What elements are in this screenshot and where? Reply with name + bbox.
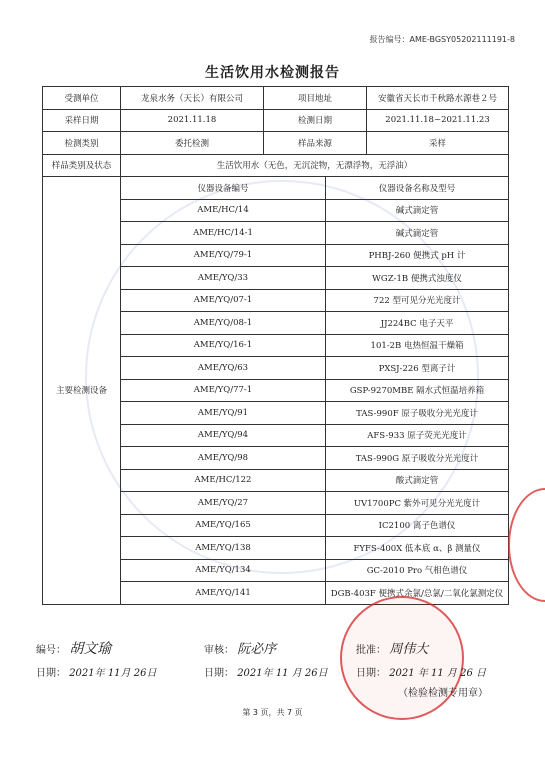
equipment-name: 酸式滴定管 [326,469,509,492]
equipment-number: AME/YQ/141 [121,582,326,605]
equipment-name: PHBJ-260 便携式 pH 计 [326,244,509,267]
equipment-number: AME/YQ/16-1 [121,334,326,357]
address-label: 项目地址 [264,87,367,110]
table-row [43,154,509,177]
equipment-name: DGB-403F 便携式余氯/总氯/二氧化氯测定仪 [326,582,509,605]
prepared-signature: 胡文瑜 [69,641,112,657]
report-table [42,86,509,605]
reviewed-by [204,638,276,657]
equipment-number: AME/YQ/138 [121,537,326,560]
prepared-date-label: 日期： [36,668,66,679]
equipment-number: AME/YQ/33 [121,267,326,290]
equipment-number: AME/YQ/08-1 [121,312,326,335]
sampling-date-value: 2021.11.18 [121,109,264,132]
inspection-seal-stamp [340,596,464,720]
equipment-number: AME/HC/122 [121,469,326,492]
source-label: 样品来源 [264,132,367,155]
equipment-name: JJ224BC 电子天平 [326,312,509,335]
stamp-note: （检验检测专用章） [398,688,488,699]
equipment-number: AME/YQ/94 [121,424,326,447]
equipment-number: AME/YQ/165 [121,514,326,537]
prepared-label: 编号： [36,645,66,656]
approved-by [356,638,428,657]
source-value: 采样 [367,132,509,155]
category-value: 委托检测 [121,132,264,155]
equipment-section-label: 主要检测设备 [43,177,121,605]
equipment-number: AME/YQ/91 [121,402,326,425]
equipment-name: PXSJ-226 型离子计 [326,357,509,380]
equipment-name: GC-2010 Pro 气相色谱仪 [326,559,509,582]
equipment-name: AFS-933 原子荧光光度计 [326,424,509,447]
equipment-number: AME/YQ/27 [121,492,326,515]
sampling-date-label: 采样日期 [43,109,121,132]
equipment-name: UV1700PC 紫外可见分光光度计 [326,492,509,515]
report-title: 生活饮用水检测报告 [205,65,340,81]
test-date-value: 2021.11.18~2021.11.23 [367,109,509,132]
approved-date-label: 日期： [356,668,386,679]
equipment-name: 101-2B 电热恒温干燥箱 [326,334,509,357]
table-row [43,177,509,200]
prepared-date [36,664,156,679]
page-number: 第 3 页，共 7 页 [242,708,303,717]
address-value: 安徽省天长市千秋路水源巷２号 [367,87,509,110]
equipment-name: WGZ-1B 便携式浊度仪 [326,267,509,290]
report-number: 报告编号：AME-BGSY05202111191-8 [369,35,515,44]
equipment-name: TAS-990F 原子吸收分光光度计 [326,402,509,425]
approved-label: 批准： [356,645,386,656]
equipment-name: FYFS-400X 低本底 α、β 测量仪 [326,537,509,560]
sample-value: 生活饮用水（无色，无沉淀物，无漂浮物，无浮油） [121,154,509,177]
equipment-col-number: 仪器设备编号 [121,177,326,200]
reviewed-label: 审核： [204,645,234,656]
equipment-name: IC2100 离子色谱仪 [326,514,509,537]
sample-label: 样品类别及状态 [43,154,121,177]
approved-date-value: 2021 年 11 月 26 日 [389,668,486,679]
table-row [43,87,509,110]
equipment-name: TAS-990G 原子吸收分光光度计 [326,447,509,470]
unit-value: 龙泉水务（天长）有限公司 [121,87,264,110]
equipment-number: AME/HC/14-1 [121,222,326,245]
equipment-number: AME/YQ/79-1 [121,244,326,267]
equipment-name: 碱式滴定管 [326,199,509,222]
equipment-number: AME/YQ/98 [121,447,326,470]
equipment-name: 722 型可见分光光度计 [326,289,509,312]
equipment-table-body [43,177,509,605]
category-label: 检测类别 [43,132,121,155]
prepared-by [36,638,111,658]
table-row [43,109,509,132]
unit-label: 受测单位 [43,87,121,110]
prepared-date-value: 2021年 11月 26日 [69,668,157,679]
approved-signature: 周伟大 [389,642,429,657]
reviewed-date [204,664,328,679]
reviewed-signature: 阮必序 [237,642,277,657]
right-edge-seal-stamp [508,488,545,602]
equipment-number: AME/YQ/07-1 [121,289,326,312]
reviewed-date-value: 2021年 11 月 26日 [237,668,328,679]
equipment-number: AME/YQ/134 [121,559,326,582]
equipment-name: 碱式滴定管 [326,222,509,245]
equipment-number: AME/YQ/77-1 [121,379,326,402]
equipment-col-name: 仪器设备名称及型号 [326,177,509,200]
equipment-number: AME/YQ/63 [121,357,326,380]
table-row [43,132,509,155]
test-date-label: 检测日期 [264,109,367,132]
approved-date [356,664,486,679]
equipment-number: AME/HC/14 [121,199,326,222]
reviewed-date-label: 日期： [204,668,234,679]
equipment-name: GSP-9270MBE 隔水式恒温培养箱 [326,379,509,402]
